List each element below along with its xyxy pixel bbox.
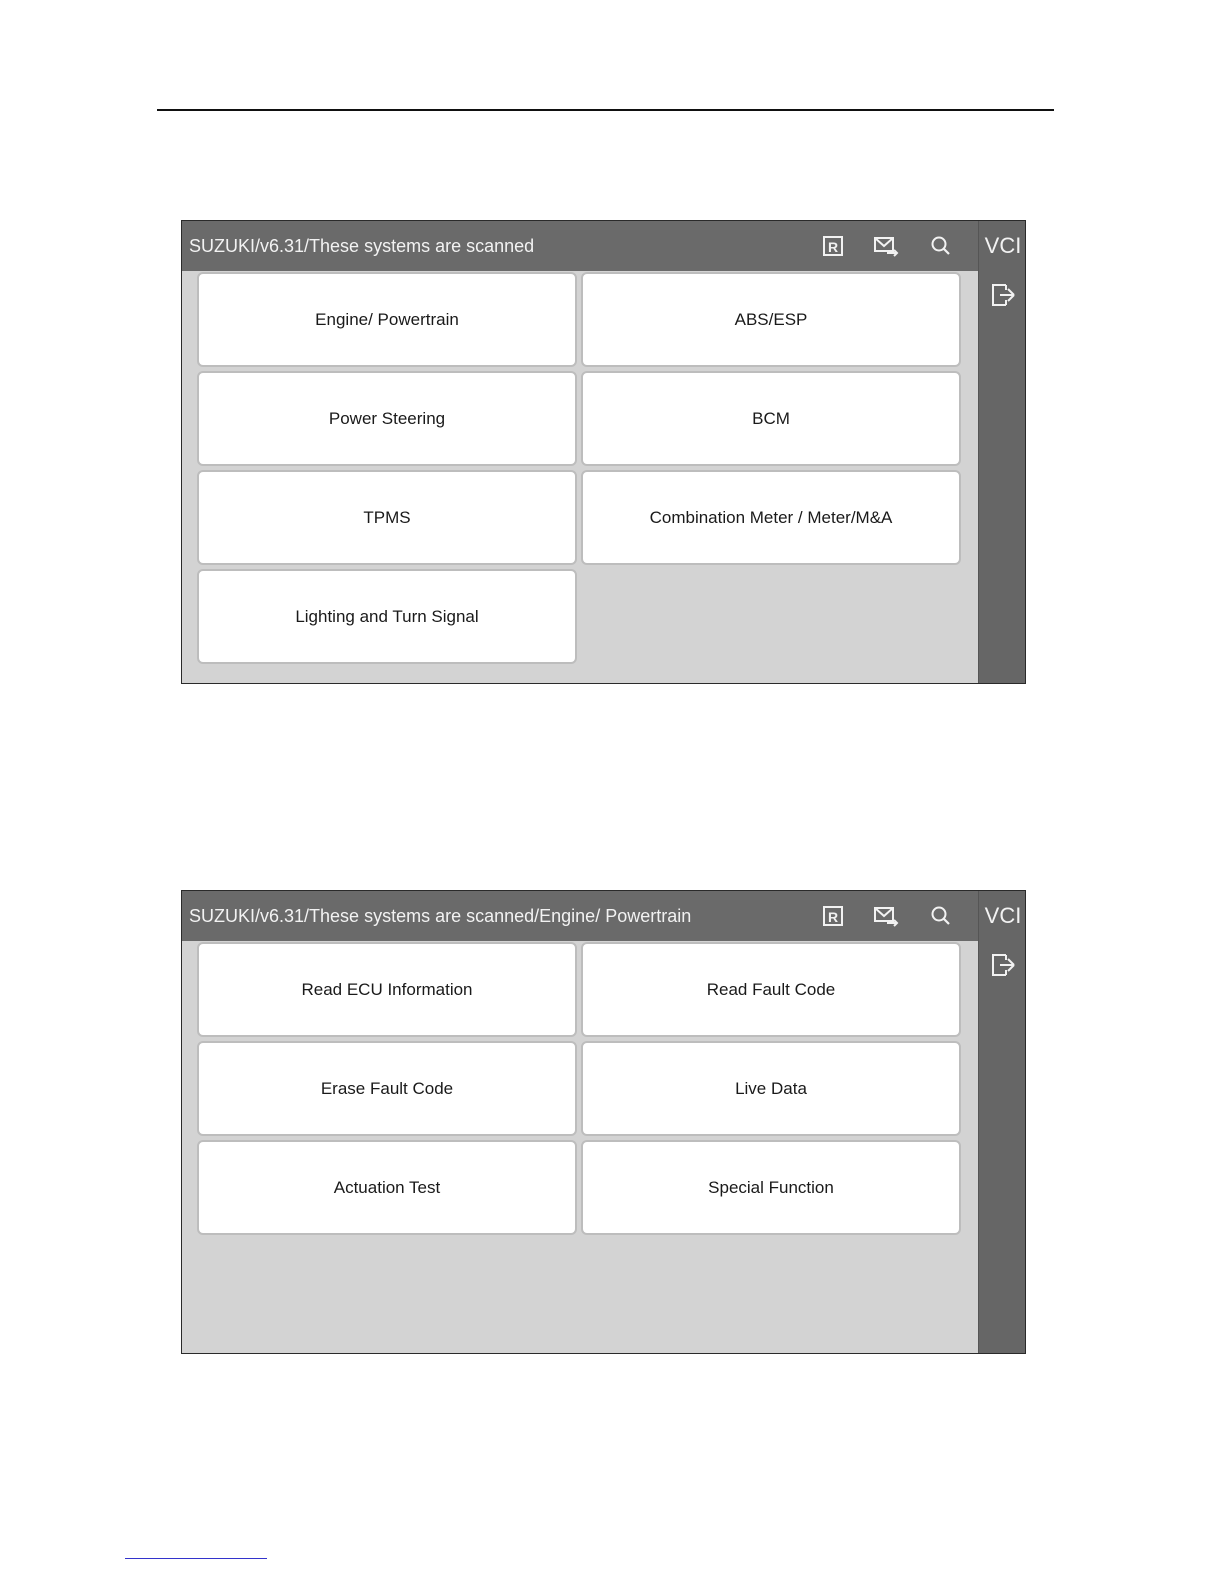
top-bar	[182, 891, 978, 941]
engine-powertrain-screen	[181, 890, 1026, 1354]
breadcrumb: SUZUKI/v6.31/These systems are scanned	[189, 236, 535, 256]
vci-button[interactable]: VCI	[984, 903, 1022, 928]
combination-meter-button[interactable]: Combination Meter / Meter/M&A	[581, 470, 961, 565]
vci-button[interactable]: VCI	[984, 233, 1022, 258]
read-fault-code-button[interactable]: Read Fault Code	[581, 942, 961, 1037]
report-r-icon[interactable]	[820, 904, 846, 928]
lighting-turn-signal-button[interactable]: Lighting and Turn Signal	[197, 569, 577, 664]
exit-icon[interactable]	[989, 951, 1017, 979]
power-steering-button[interactable]: Power Steering	[197, 371, 577, 466]
live-data-button[interactable]: Live Data	[581, 1041, 961, 1136]
footer-link-underline	[125, 1558, 267, 1559]
erase-fault-code-button[interactable]: Erase Fault Code	[197, 1041, 577, 1136]
search-icon[interactable]	[928, 904, 954, 928]
engine-powertrain-button[interactable]: Engine/ Powertrain	[197, 272, 577, 367]
search-icon[interactable]	[928, 234, 954, 258]
report-r-icon[interactable]	[820, 234, 846, 258]
mail-send-icon[interactable]	[873, 904, 899, 928]
side-panel	[978, 891, 1026, 1353]
top-bar	[182, 221, 978, 271]
abs-esp-button[interactable]: ABS/ESP	[581, 272, 961, 367]
svg-text:R: R	[827, 909, 839, 925]
svg-text:R: R	[827, 239, 839, 255]
mail-send-icon[interactable]	[873, 234, 899, 258]
actuation-test-button[interactable]: Actuation Test	[197, 1140, 577, 1235]
page-header-rule	[157, 109, 1054, 111]
special-function-button[interactable]: Special Function	[581, 1140, 961, 1235]
bcm-button[interactable]: BCM	[581, 371, 961, 466]
breadcrumb: SUZUKI/v6.31/These systems are scanned/Engine/ Powertrain	[189, 906, 692, 926]
read-ecu-information-button[interactable]: Read ECU Information	[197, 942, 577, 1037]
exit-icon[interactable]	[989, 281, 1017, 309]
tpms-button[interactable]: TPMS	[197, 470, 577, 565]
systems-scanned-screen	[181, 220, 1026, 684]
side-panel	[978, 221, 1026, 683]
